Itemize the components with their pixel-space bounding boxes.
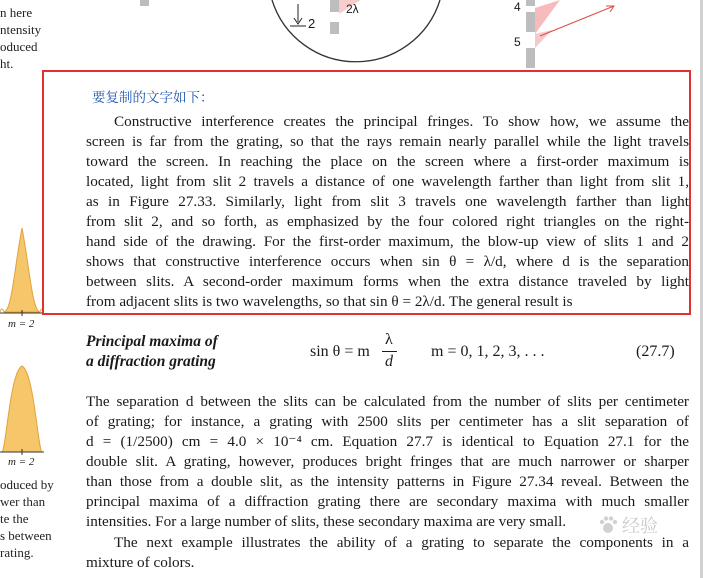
paragraph-line: as in Figure 27.33. Similarly, light from slit 3 travels one wavelength farther than light [86,193,689,210]
left-caption-line: ht. [0,56,14,71]
paragraph-line: of grating; for instance, a grating with 2500 slits per centimeter has a slit separation of [86,413,689,430]
m-label-top: m = 2 [8,318,35,330]
principal-peak [4,228,40,312]
paragraph-line: The next example illustrates the ability of a grating to separate the components in a [114,534,689,551]
paragraph-line: shows that constructive interference occurs when sin θ = λ/d, where d is the separation [86,253,689,270]
paragraph-line: The separation d between the slits can be calculated from the number of slits per centimeter [86,393,689,410]
paragraph-line: hand side of the drawing. For the first-order maximum, the blow-up view of slits 1 and 2 [86,233,689,250]
paragraph-line: intensities. For a large number of slits, these secondary maxima are very small. [86,513,567,530]
paragraph-line: principal maxima of a diffraction grating there are secondary maxima with much smaller [86,493,689,510]
paw-icon [598,515,618,535]
paragraph-line: between slits. A second-order maximum forms when the extra distance traveled by light [86,273,689,290]
equation-label [86,332,218,372]
paragraph-line: located, light from slit 2 travels a distance of one wavelength farther than light from slit 1, [86,173,689,190]
equation-lhs: sin θ = m [310,343,370,360]
slit-bar-left [140,0,149,6]
paragraph-line: than those from a double slit, as the intensity patterns in Figure 27.34 reveal. Between the [86,473,689,490]
paragraph-separation[interactable] [86,392,689,532]
watermark [598,512,658,538]
highlighted-paragraph[interactable] [86,112,689,312]
equation-label-line: a diffraction grating [86,353,216,370]
paragraph-next-example[interactable] [86,533,689,573]
paragraph-line: from adjacent slits is two wavelengths, so that sin θ = 2λ/d. The general result is [86,293,573,310]
left-caption-line: n here [0,5,33,20]
left-caption-line: te the [0,511,29,526]
left-caption-line: oduced by [0,477,54,492]
slit-label-2: 2 [308,16,316,31]
paragraph-line: screen is far from the grating, so that the rays remain nearly parallel while the light travels [86,133,689,150]
paragraph-line: d = (1/2500) cm = 4.0 × 10⁻⁴ cm. Equation 27.7 is identical to Equation 27.1 for the [86,433,689,450]
paragraph-line: from slit 2, and so forth, as emphasized by the four colored right triangles on the right- [86,213,689,230]
m-label-bottom: m = 2 [8,456,35,468]
intensity-pattern-multislit [0,220,44,320]
slit-label-5: 5 [514,35,521,49]
left-caption-line: oduced [0,39,38,54]
equation-condition: m = 0, 1, 2, 3, . . . [431,343,545,360]
paragraph-line: Constructive interference creates the principal fringes. To show how, we assume the [114,113,689,130]
equation-number: (27.7) [636,343,675,360]
equation-numerator: λ [385,331,393,348]
principal-peak [2,366,42,452]
two-lambda-label: 2λ [346,2,359,16]
left-caption-top [0,4,41,72]
left-caption-line: wer than [0,494,46,509]
paragraph-line: mixture of colors. [86,554,195,571]
left-caption-line: rating. [0,545,34,560]
equation-denominator: d [385,353,393,370]
paragraph-line: toward the screen. In reaching the place on the screen where a first-order maximum is [86,153,689,170]
fraction-bar [382,351,397,352]
copy-instruction-label: 要复制的文字如下： [92,90,214,106]
equation-label-line: Principal maxima of [86,333,218,350]
left-caption-line: s between [0,528,52,543]
left-caption-bottom [0,476,54,561]
slit-label-4: 4 [514,0,521,14]
left-caption-line: ntensity [0,22,42,37]
intensity-pattern-doubleslit [0,360,44,456]
watermark-text: 经验 [622,516,658,537]
paragraph-line: double slit. A grating, however, produces bright fringes that are much narrower or sharper [86,453,689,470]
